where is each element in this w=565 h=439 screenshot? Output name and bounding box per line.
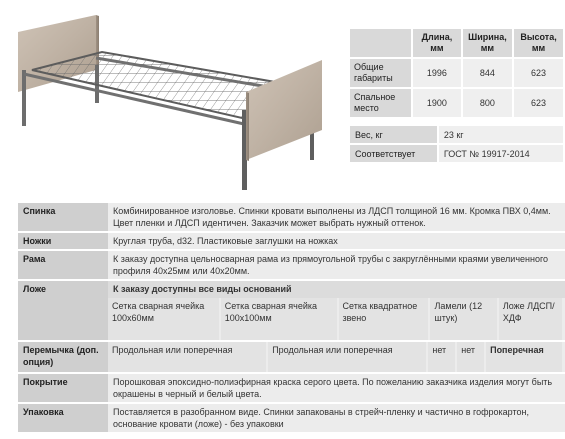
crossbar-value: нет [457,342,484,372]
cell-value: 844 [463,59,512,87]
base-options [108,281,565,340]
spec-label: Ножки [18,233,108,249]
cell-value: 1900 [413,89,461,117]
crossbar-grid [106,342,564,372]
spec-label: Ложе [18,281,108,340]
spec-value: Комбинированное изголовье. Спинки кровати выполнены из ЛДСП толщиной 16 мм. Кромка ПВХ 0,4мм. Цвет пленки и ЛДСП идентичен. Заказчик может выбрать нужный оттенок. [108,203,565,231]
row-label: Общие габариты [350,59,411,87]
weight-label: Вес, кг [350,126,437,143]
extra-info-table [348,124,565,164]
base-option: Сетка сварная ячейка 100х60мм [108,298,219,340]
spec-value: Круглая труба, d32. Пластиковые заглушки на ножках [108,233,565,249]
spec-label: Покрытие [18,374,108,402]
standard-label: Соответствует [350,145,437,162]
cell-value: 623 [514,59,563,87]
spec-label: Спинка [18,203,108,231]
spec-label: Упаковка [18,404,108,432]
spec-row-pokrytie [18,374,565,402]
base-option: Ложе ЛДСП/ХДФ [499,298,562,340]
spec-value: К заказу доступна цельносварная рама из прямоугольной трубы с закруглёнными краями увеличенного профиля 40х25мм или 40х20мм. [108,251,565,279]
spec-row-upakovka [18,404,565,432]
leg [22,70,26,126]
base-option: Сетка сварная ячейка 100х100мм [221,298,337,340]
spec-label: Рама [18,251,108,279]
crossbar-value: Продольная или поперечная [268,342,426,372]
standard-value: ГОСТ № 19917-2014 [439,145,563,162]
base-options-title: К заказу доступны все виды оснований [108,281,565,298]
dimensions-table [348,27,565,119]
cell-value: 1996 [413,59,461,87]
bed-illustration [10,10,335,195]
table-row [350,145,563,162]
weight-value: 23 кг [439,126,563,143]
row-label: Спальное место [350,89,411,117]
spec-row-spinka [18,203,565,231]
spec-row-nozhki [18,233,565,249]
crossbar-value: нет [428,342,455,372]
base-option: Ламели (12 штук) [430,298,496,340]
spec-value: Порошковая эпоксидно-полиэфирная краска серого цвета. По пожеланию заказчика изделия могут быть окрашены в черный и белый цвета. [108,374,565,402]
header-height: Высота, мм [514,29,563,57]
spec-row-peremychka [18,342,565,372]
crossbar-value: Продольная или поперечная [108,342,266,372]
cell-value: 623 [514,89,563,117]
spec-row-lozhe [18,281,565,340]
base-options-grid [106,298,564,340]
header-length: Длина, мм [413,29,461,57]
crossbar-value: Поперечная [486,342,562,372]
spec-row-rama [18,251,565,279]
spec-label: Перемычка (доп. опция) [18,342,108,372]
crossbar-options [108,342,565,372]
table-row [350,126,563,143]
specification-table [18,201,565,434]
corner-cell [350,29,411,57]
base-option: Сетка квадратное звено [339,298,429,340]
table-row [350,89,563,117]
spec-value: Поставляется в разобранном виде. Спинки запакованы в стрейч-пленку и частично в гофрокартон, основание кровати (ложе) - без упаковки [108,404,565,432]
header-width: Ширина, мм [463,29,512,57]
table-row [350,59,563,87]
cell-value: 800 [463,89,512,117]
